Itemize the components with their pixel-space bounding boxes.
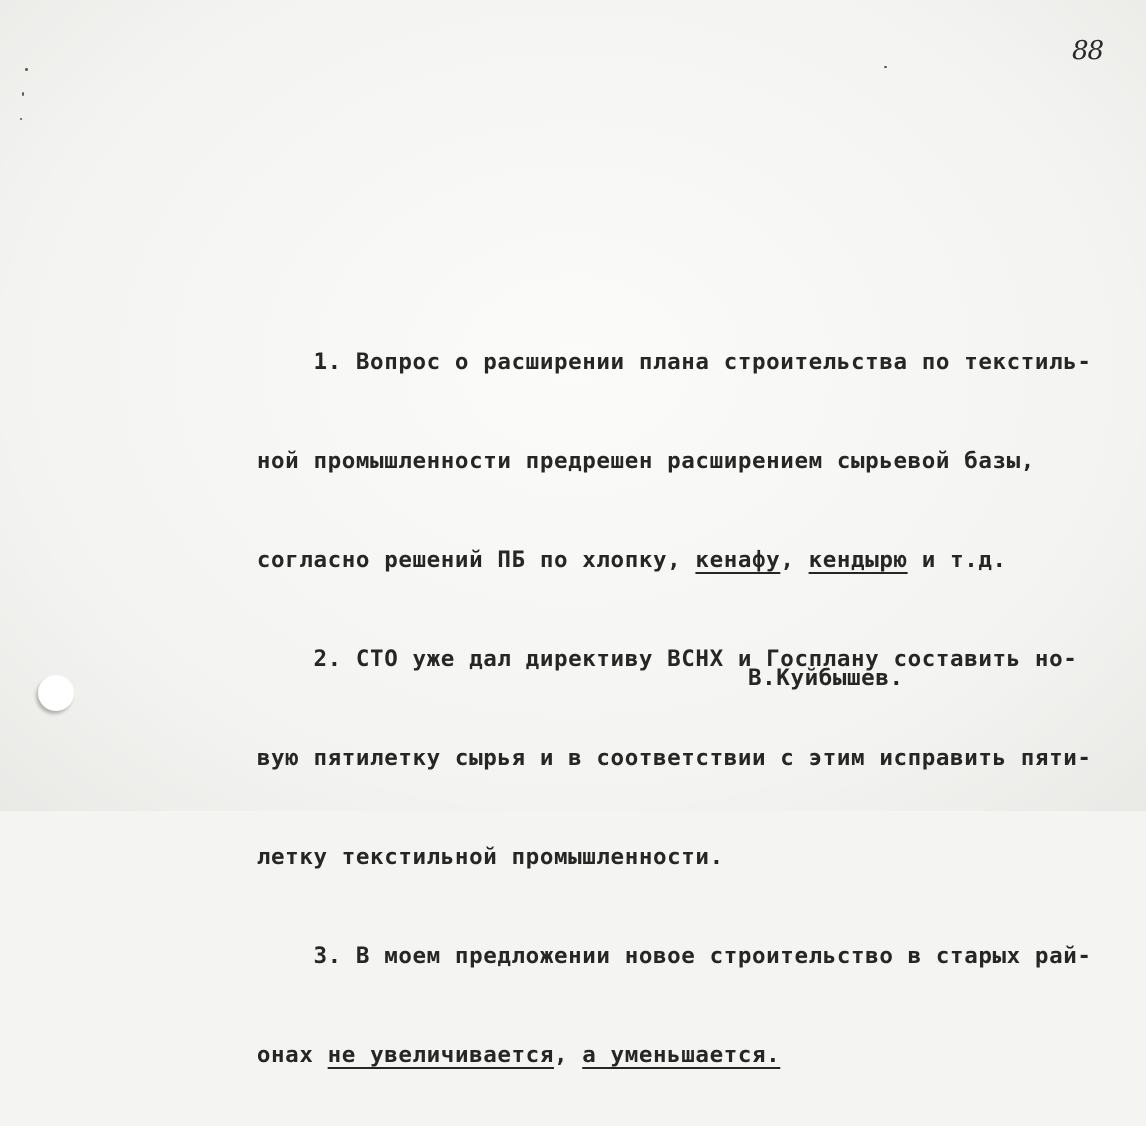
punch-hole — [38, 675, 74, 711]
text-line — [172, 292, 1112, 375]
text-run: вую пятилетку сырья и в соответствии с этим исправить пяти- — [256, 745, 1092, 771]
margin-speck — [22, 92, 24, 96]
underlined-text: кенафу — [695, 547, 781, 573]
text-run: онах — [256, 1042, 328, 1068]
text-run: и т.д. — [907, 547, 1007, 573]
text-run: 1. Вопрос о расширении плана строительства по текстиль- — [256, 349, 1092, 375]
text-line — [172, 886, 1112, 969]
text-line — [172, 391, 1112, 474]
margin-speck — [20, 118, 22, 120]
underlined-text: а уменьшается. — [582, 1042, 781, 1068]
text-run: , — [553, 1042, 583, 1068]
text-line — [172, 589, 1112, 672]
text-run: летку текстильной промышленности. — [256, 844, 724, 870]
text-run: , — [780, 547, 809, 573]
letter-body — [172, 240, 1112, 1084]
text-line — [172, 490, 1112, 573]
signature: В.Куйбышев. — [748, 665, 904, 691]
text-line — [172, 787, 1112, 870]
margin-speck — [25, 68, 28, 71]
text-run: 2. СТО уже дал директиву ВСНХ и Госплану составить но- — [256, 646, 1078, 672]
text-line — [172, 688, 1112, 771]
margin-speck — [884, 66, 887, 68]
underlined-text: не увеличивается — [327, 1042, 554, 1068]
underlined-text: кендырю — [808, 547, 908, 573]
text-run: 3. В моем предложении новое строительство в старых рай- — [256, 943, 1092, 969]
text-line — [172, 985, 1112, 1068]
text-run: согласно решений ПБ по хлопку, — [256, 547, 696, 573]
text-run: ной промышленности предрешен расширением сырьевой базы, — [256, 448, 1035, 474]
page-number: 88 — [1072, 36, 1104, 66]
